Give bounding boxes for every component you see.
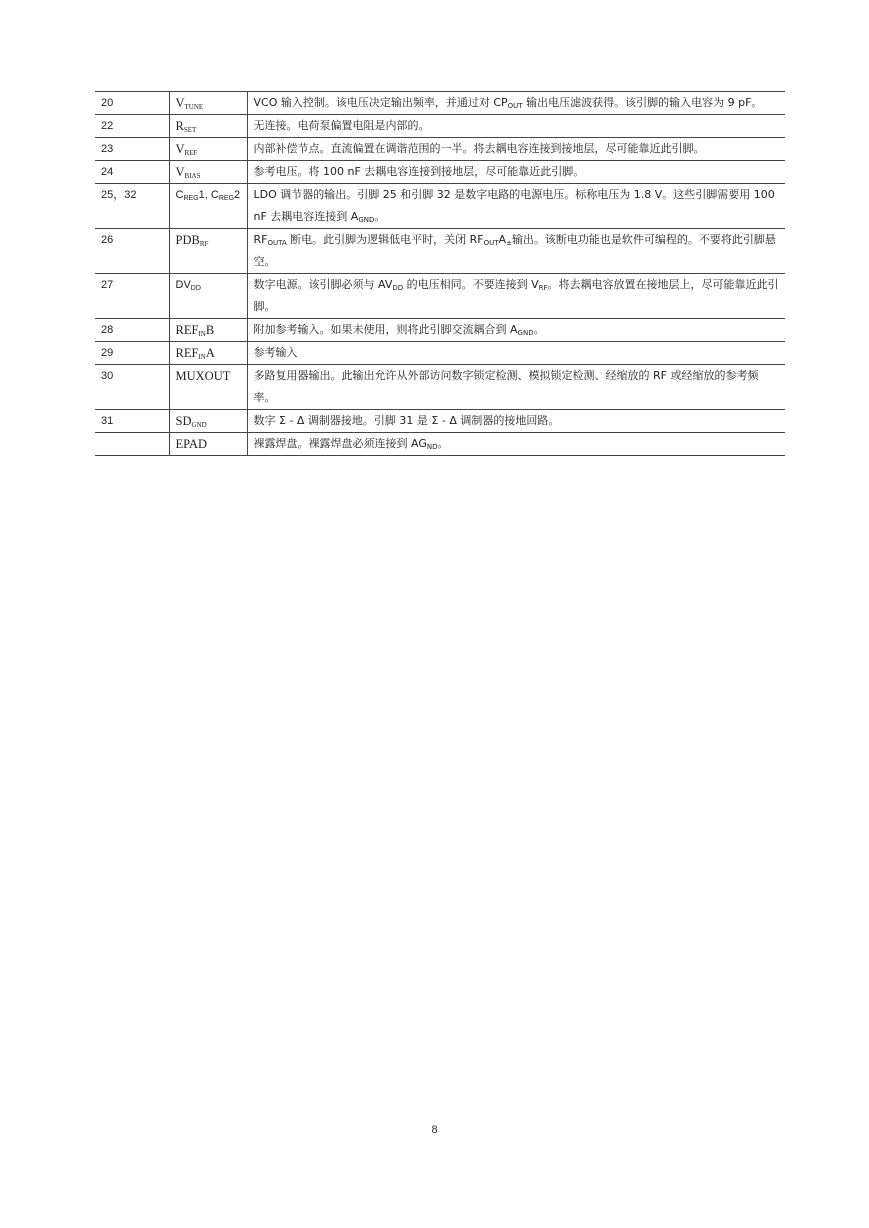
pin-description-text: 内部补偿节点。直流偏置在调谐范围的一半。将去耦电容连接到接地层，尽可能靠近此引脚。	[253, 142, 705, 155]
pin-symbol-subscript: GND	[191, 421, 207, 429]
pin-symbol-subscript: REF	[184, 149, 198, 157]
pin-symbol-text: V	[175, 165, 185, 179]
pin-description-text: 附加参考输入。如果未使用，则将此引脚交流耦合到 A	[253, 323, 518, 336]
pin-description	[247, 433, 785, 456]
pin-symbol	[169, 433, 247, 456]
pin-symbol	[169, 319, 247, 342]
pin-description-subscript: GND	[517, 329, 534, 337]
pin-symbol	[169, 410, 247, 433]
table-row	[95, 138, 785, 161]
pin-description	[247, 229, 785, 274]
pin-description	[247, 138, 785, 161]
table-row	[95, 92, 785, 115]
pin-table-body	[95, 92, 785, 456]
pin-symbol	[169, 138, 247, 161]
pin-description-subscript: OUT	[507, 102, 523, 110]
pin-description-text: 。	[374, 210, 386, 223]
pin-description-text: 裸露焊盘。裸露焊盘必须连接到 AG	[253, 437, 427, 450]
table-row	[95, 410, 785, 433]
pin-number: 20	[95, 92, 169, 115]
pin-description-text: RF	[253, 233, 268, 246]
pin-number: 22	[95, 115, 169, 138]
pin-description-subscript: RF	[538, 284, 548, 292]
pin-number: 30	[95, 365, 169, 410]
pin-symbol-subscript: IN	[198, 353, 206, 361]
pin-symbol-text: C	[175, 189, 184, 201]
pin-symbol-text: REF	[175, 323, 199, 337]
pin-description-subscript: ±	[506, 239, 512, 247]
pin-symbol-text: 2	[233, 189, 241, 201]
pin-number: 29	[95, 342, 169, 365]
pin-symbol-subscript: IN	[198, 330, 206, 338]
pin-symbol	[169, 365, 247, 410]
pin-symbol	[169, 229, 247, 274]
pin-description-text: 参考输入	[253, 346, 298, 359]
pin-description-text: 输出。该断电功能也是软件可编程的。不要将此引脚悬空。	[253, 233, 776, 268]
pin-symbol-text: DV	[175, 279, 191, 291]
pin-number: 28	[95, 319, 169, 342]
page-number: 8	[431, 1124, 438, 1136]
pin-symbol	[169, 342, 247, 365]
pin-description-text: 断电。此引脚为逻辑低电平时，关闭 RF	[286, 233, 484, 246]
pin-symbol-subscript: REG	[218, 195, 234, 202]
pin-description	[247, 161, 785, 184]
pin-description-text: 输出电压滤波获得。该引脚的输入电容为 9 pF。	[522, 96, 763, 109]
pin-symbol-subscript: SET	[183, 126, 197, 134]
pin-description	[247, 319, 785, 342]
pin-description	[247, 184, 785, 229]
table-row	[95, 365, 785, 410]
pin-description-text: 参考电压。将 100 nF 去耦电容连接到接地层，尽可能靠近此引脚。	[253, 165, 585, 178]
pin-number: 27	[95, 274, 169, 319]
pin-symbol	[169, 92, 247, 115]
pin-description-subscript: GND	[358, 216, 375, 224]
pin-symbol-text: A	[205, 346, 215, 360]
pin-description-text: 。	[533, 323, 545, 336]
pin-description-text: 多路复用器输出。此输出允许从外部访问数字锁定检测、模拟锁定检测、经缩放的 RF 或经缩放的参考频率。	[253, 369, 759, 404]
pin-number: 24	[95, 161, 169, 184]
table-row	[95, 433, 785, 456]
table-row	[95, 274, 785, 319]
pin-symbol-subscript: BIAS	[184, 172, 201, 180]
pin-description-table	[95, 91, 785, 456]
pin-symbol-text: 1, C	[198, 189, 219, 201]
pin-description-subscript: OUTA	[267, 239, 287, 247]
pin-symbol-text: V	[175, 96, 185, 110]
pin-description	[247, 410, 785, 433]
pin-symbol-subscript: DD	[190, 285, 201, 292]
pin-symbol-subscript: TUNE	[184, 103, 204, 111]
pin-description-text: LDO 调节器的输出。引脚 25 和引脚 32 是数字电路的电源电压。标称电压为 1.8 V。这些引脚需要用 100 nF 去耦电容连接到 A	[253, 188, 775, 223]
table-row	[95, 229, 785, 274]
pin-description-text: 的电压相同。不要连接到 V	[403, 278, 539, 291]
pin-description-subscript: ND	[426, 443, 438, 451]
pin-symbol	[169, 274, 247, 319]
pin-description-text: 数字 Σ - Δ 调制器接地。引脚 31 是 Σ - Δ 调制器的接地回路。	[253, 414, 560, 427]
pin-description	[247, 342, 785, 365]
table-row	[95, 342, 785, 365]
pin-symbol-text: EPAD	[175, 437, 207, 451]
table-row	[95, 319, 785, 342]
pin-description-text: VCO 输入控制。该电压决定输出频率，并通过对 CP	[253, 96, 508, 109]
pin-symbol-text: SD	[175, 414, 192, 428]
table-row	[95, 184, 785, 229]
pin-symbol-subscript: RF	[199, 240, 209, 248]
pin-symbol-text: MUXOUT	[175, 369, 231, 383]
pin-description-text: A	[498, 233, 507, 246]
pin-description	[247, 274, 785, 319]
pin-description-text: 。将去耦电容放置在接地层上，尽可能靠近此引脚。	[253, 278, 779, 313]
pin-description	[247, 92, 785, 115]
pin-description-subscript: OUT	[483, 239, 499, 247]
pin-description	[247, 115, 785, 138]
pin-symbol	[169, 184, 247, 229]
table-row	[95, 161, 785, 184]
pin-description	[247, 365, 785, 410]
pin-symbol-text: PDB	[175, 233, 200, 247]
table-row	[95, 115, 785, 138]
pin-description-text: 。	[437, 437, 449, 450]
pin-number: 31	[95, 410, 169, 433]
pin-symbol	[169, 161, 247, 184]
pin-symbol-text: B	[205, 323, 215, 337]
pin-description-text: 无连接。电荷泵偏置电阻是内部的。	[253, 119, 430, 132]
pin-description-subscript: DD	[392, 284, 404, 292]
pin-number: 26	[95, 229, 169, 274]
pin-symbol-subscript: REG	[183, 195, 199, 202]
pin-description-text: 数字电源。该引脚必须与 AV	[253, 278, 393, 291]
pin-number	[95, 433, 169, 456]
pin-symbol-text: R	[175, 119, 184, 133]
pin-symbol-text: REF	[175, 346, 199, 360]
pin-symbol-text: V	[175, 142, 185, 156]
pin-number: 25，32	[95, 184, 169, 229]
pin-symbol	[169, 115, 247, 138]
pin-number: 23	[95, 138, 169, 161]
